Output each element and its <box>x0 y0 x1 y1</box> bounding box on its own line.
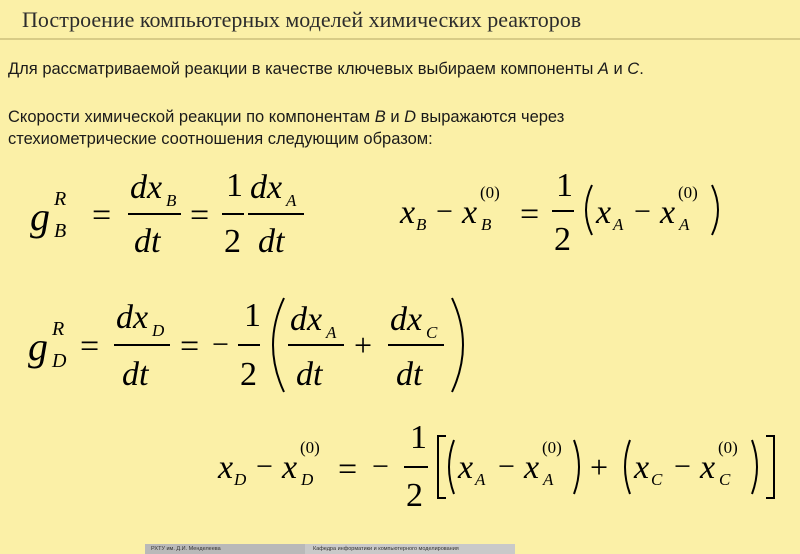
equation-rate-b <box>30 167 304 260</box>
svg-text:+: + <box>590 449 609 485</box>
svg-text:A: A <box>613 215 624 234</box>
footer-department: Кафедра информатики и компьютерного моделирования <box>305 544 515 554</box>
svg-text:C: C <box>426 323 438 342</box>
p1-prefix: Для рассматриваемой реакции в качестве ключевых выбираем компоненты <box>8 60 598 78</box>
svg-text:dx: dx <box>290 301 323 338</box>
svg-text:2: 2 <box>554 221 571 258</box>
svg-text:x: x <box>462 194 478 231</box>
svg-text:x: x <box>400 194 416 231</box>
svg-text:x: x <box>282 449 298 486</box>
svg-text:C: C <box>651 470 663 489</box>
p2-component-b: B <box>374 108 386 126</box>
svg-text:−: − <box>498 450 515 483</box>
svg-text:=: = <box>338 451 358 488</box>
p1-suffix: . <box>639 60 644 78</box>
svg-text:x: x <box>458 449 474 486</box>
svg-text:−: − <box>634 195 651 228</box>
equation-rate-d <box>28 297 463 393</box>
svg-text:x: x <box>596 194 612 231</box>
svg-text:=: = <box>80 328 100 365</box>
p1-component-c: C <box>627 60 640 78</box>
svg-text:2: 2 <box>224 223 241 260</box>
svg-text:x: x <box>524 449 540 486</box>
equation-conc-b <box>399 167 718 258</box>
svg-text:D: D <box>301 470 314 489</box>
svg-text:R: R <box>52 318 65 340</box>
svg-text:B: B <box>481 215 492 234</box>
p2-prefix: Скорости химической реакции по компонентам <box>8 108 375 126</box>
svg-text:=: = <box>520 196 540 233</box>
svg-text:R: R <box>54 188 67 210</box>
svg-text:A: A <box>286 191 297 210</box>
svg-text:(0): (0) <box>480 183 500 202</box>
p2-component-d: D <box>404 108 417 126</box>
slide-title: Построение компьютерных моделей химических реакторов <box>22 7 582 32</box>
svg-text:2: 2 <box>240 356 257 393</box>
svg-text:B: B <box>54 220 67 242</box>
footer-university: РХТУ им. Д.И. Менделеева <box>145 544 305 554</box>
svg-text:dx: dx <box>130 169 163 206</box>
svg-text:−: − <box>372 450 389 483</box>
p1-and: и <box>608 60 628 78</box>
svg-text:dt: dt <box>296 356 323 393</box>
svg-text:x: x <box>660 194 676 231</box>
svg-text:C: C <box>719 470 731 489</box>
svg-text:B: B <box>166 191 177 210</box>
svg-text:x: x <box>700 449 716 486</box>
svg-text:(0): (0) <box>300 438 320 457</box>
svg-text:=: = <box>190 197 210 234</box>
p2-suffix: выражаются через <box>416 108 565 126</box>
p2-and: и <box>385 108 405 126</box>
svg-text:−: − <box>436 195 453 228</box>
svg-text:A: A <box>543 470 554 489</box>
svg-text:A: A <box>475 470 486 489</box>
svg-text:g: g <box>30 194 50 239</box>
svg-text:x: x <box>634 449 650 486</box>
svg-text:dx: dx <box>250 169 283 206</box>
equation-conc-d <box>217 419 774 514</box>
svg-text:2: 2 <box>406 477 423 514</box>
p1-component-a: A <box>597 60 609 78</box>
svg-text:B: B <box>416 215 427 234</box>
svg-text:=: = <box>92 197 112 234</box>
svg-text:1: 1 <box>226 167 243 204</box>
svg-text:(0): (0) <box>718 438 738 457</box>
svg-text:=: = <box>180 328 200 365</box>
svg-text:dt: dt <box>396 356 423 393</box>
svg-text:−: − <box>212 328 229 361</box>
svg-text:(0): (0) <box>542 438 562 457</box>
svg-text:1: 1 <box>410 419 427 456</box>
svg-text:+: + <box>354 327 373 363</box>
svg-text:−: − <box>256 450 273 483</box>
svg-text:g: g <box>28 324 48 369</box>
svg-text:dx: dx <box>116 299 149 336</box>
svg-text:(0): (0) <box>678 183 698 202</box>
svg-text:A: A <box>326 323 337 342</box>
svg-text:D: D <box>234 470 247 489</box>
svg-text:−: − <box>674 450 691 483</box>
p2-line2: стехиометрические соотношения следующим образом: <box>8 130 433 148</box>
svg-text:1: 1 <box>556 167 573 204</box>
svg-text:D: D <box>152 321 165 340</box>
svg-text:dt: dt <box>258 223 285 260</box>
svg-text:dx: dx <box>390 301 423 338</box>
svg-text:dt: dt <box>122 356 149 393</box>
svg-text:x: x <box>218 449 234 486</box>
svg-text:dt: dt <box>134 223 161 260</box>
svg-text:A: A <box>679 215 690 234</box>
svg-text:D: D <box>52 350 67 372</box>
svg-text:1: 1 <box>244 297 261 334</box>
